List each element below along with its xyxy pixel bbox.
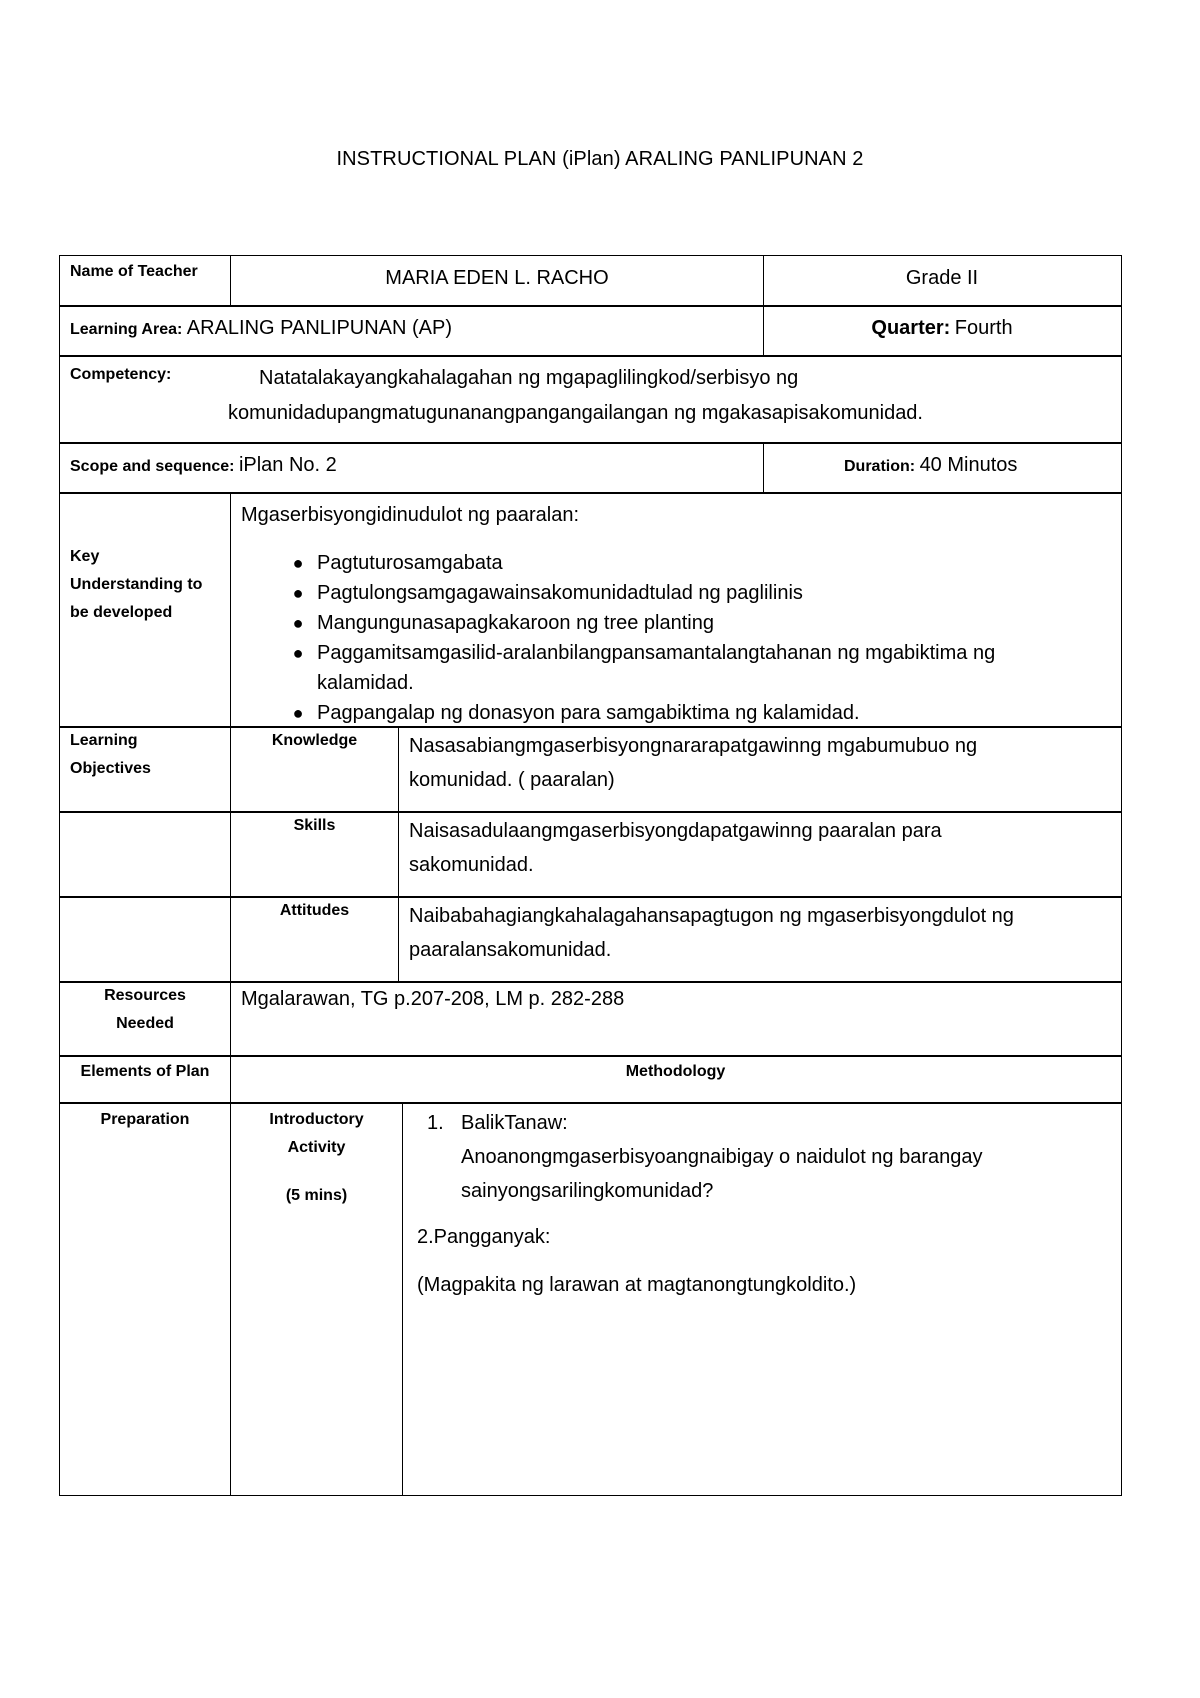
scope-value: iPlan No. 2 xyxy=(238,454,337,476)
item2-text: (Magpakita ng larawan at magtanongtungkoldito.) xyxy=(417,1274,857,1296)
list-item: ● Pagtuturosamgabata xyxy=(279,548,1110,578)
skills-line1: Naisasadulaangmgaserbisyongdapatgawinng paaralan para xyxy=(409,820,942,842)
learning-area-value: ARALING PANLIPUNAN (AP) xyxy=(186,317,453,339)
list-item: ● Pagtulongsamgagawainsakomunidadtulad ng paglilinis xyxy=(279,578,1110,608)
item1-line1: Anoanongmgaserbisyoangnaibigay o naidulot ng barangay xyxy=(461,1146,983,1168)
key-understanding-list xyxy=(279,548,1110,728)
competency-label: Competency: xyxy=(70,366,172,383)
competency-row xyxy=(59,355,1122,444)
elements-of-plan-label: Elements of Plan xyxy=(80,1063,210,1080)
key-understanding-label-2: Understanding to xyxy=(70,576,203,593)
page-title: INSTRUCTIONAL PLAN (iPlan) ARALING PANLIPUNAN 2 xyxy=(336,148,864,170)
activity-label-1: Introductory xyxy=(269,1111,364,1128)
item1-number: 1. xyxy=(427,1112,444,1134)
objectives-label-1: Learning xyxy=(70,732,138,749)
preparation-label: Preparation xyxy=(100,1111,190,1128)
bullet-icon: ● xyxy=(292,643,304,663)
key-understanding-row xyxy=(59,492,1122,728)
knowledge-label: Knowledge xyxy=(271,732,358,749)
competency-line1: Natatalakayangkahalagahan ng mgapaglilingkod/serbisyo ng xyxy=(259,367,799,389)
attitudes-row xyxy=(59,896,1122,983)
duration-value: 40 Minutos xyxy=(919,454,1018,476)
objectives-label-2: Objectives xyxy=(70,760,151,777)
skills-row xyxy=(59,811,1122,898)
attitudes-line2: paaralansakomunidad. xyxy=(409,939,612,961)
teacher-row xyxy=(59,255,1122,307)
quarter-value: Fourth xyxy=(954,317,1013,339)
teacher-name: MARIA EDEN L. RACHO xyxy=(385,267,609,289)
skills-line2: sakomunidad. xyxy=(409,854,534,876)
bullet-icon: ● xyxy=(292,613,304,633)
duration-label: Duration: xyxy=(844,458,916,475)
attitudes-line1: Naibabahagiangkahalagahansapagtugon ng mgaserbisyongdulot ng xyxy=(409,905,1014,927)
knowledge-row xyxy=(59,726,1122,813)
skills-label: Skills xyxy=(293,817,336,834)
quarter-label: Quarter: xyxy=(871,317,951,339)
resources-row xyxy=(59,981,1122,1057)
resources-value: Mgalarawan, TG p.207-208, LM p. 282-288 xyxy=(241,988,625,1010)
grade-value: Grade II xyxy=(905,267,979,289)
plan-header-row xyxy=(59,1055,1122,1104)
learning-area-label: Learning Area: xyxy=(70,321,183,338)
item2-title: 2.Pangganyak: xyxy=(417,1226,551,1248)
preparation-row xyxy=(59,1102,1122,1496)
key-understanding-label-3: be developed xyxy=(70,604,173,621)
item1-title: BalikTanaw: xyxy=(461,1112,568,1134)
bullet-icon: ● xyxy=(292,583,304,603)
knowledge-line1: Nasasabiangmgaserbisyongnararapatgawinng mgabumubuo ng xyxy=(409,735,978,757)
competency-line2: komunidadupangmatugunanangpangangailangan ng mgakasapisakomunidad. xyxy=(228,402,923,424)
item1-line2: sainyongsarilingkomunidad? xyxy=(461,1180,714,1202)
bullet-icon: ● xyxy=(292,553,304,573)
balik-tanaw-item xyxy=(417,1106,1106,1208)
activity-time: (5 mins) xyxy=(285,1187,348,1204)
methodology-label: Methodology xyxy=(625,1063,726,1080)
list-item: ● Mangungunasapagkakaroon ng tree planting xyxy=(279,608,1110,638)
activity-label-2: Activity xyxy=(287,1139,346,1156)
learning-area-row xyxy=(59,305,1122,357)
list-item: ● Pagpangalap ng donasyon para samgabiktima ng kalamidad. xyxy=(279,698,1110,728)
list-item: ● Paggamitsamgasilid-aralanbilangpansamantalangtahanan ng mgabiktima ng kalamidad. xyxy=(279,638,1077,698)
teacher-label: Name of Teacher xyxy=(70,263,198,280)
key-understanding-intro: Mgaserbisyongidinudulot ng paaralan: xyxy=(241,504,580,526)
knowledge-line2: komunidad. ( paaralan) xyxy=(409,769,615,791)
scope-label: Scope and sequence: xyxy=(70,458,235,475)
key-understanding-label-1: Key xyxy=(70,548,100,565)
scope-row xyxy=(59,442,1122,494)
bullet-icon: ● xyxy=(292,703,304,723)
resources-label-2: Needed xyxy=(116,1015,174,1032)
attitudes-label: Attitudes xyxy=(279,902,350,919)
resources-label-1: Resources xyxy=(104,987,186,1004)
